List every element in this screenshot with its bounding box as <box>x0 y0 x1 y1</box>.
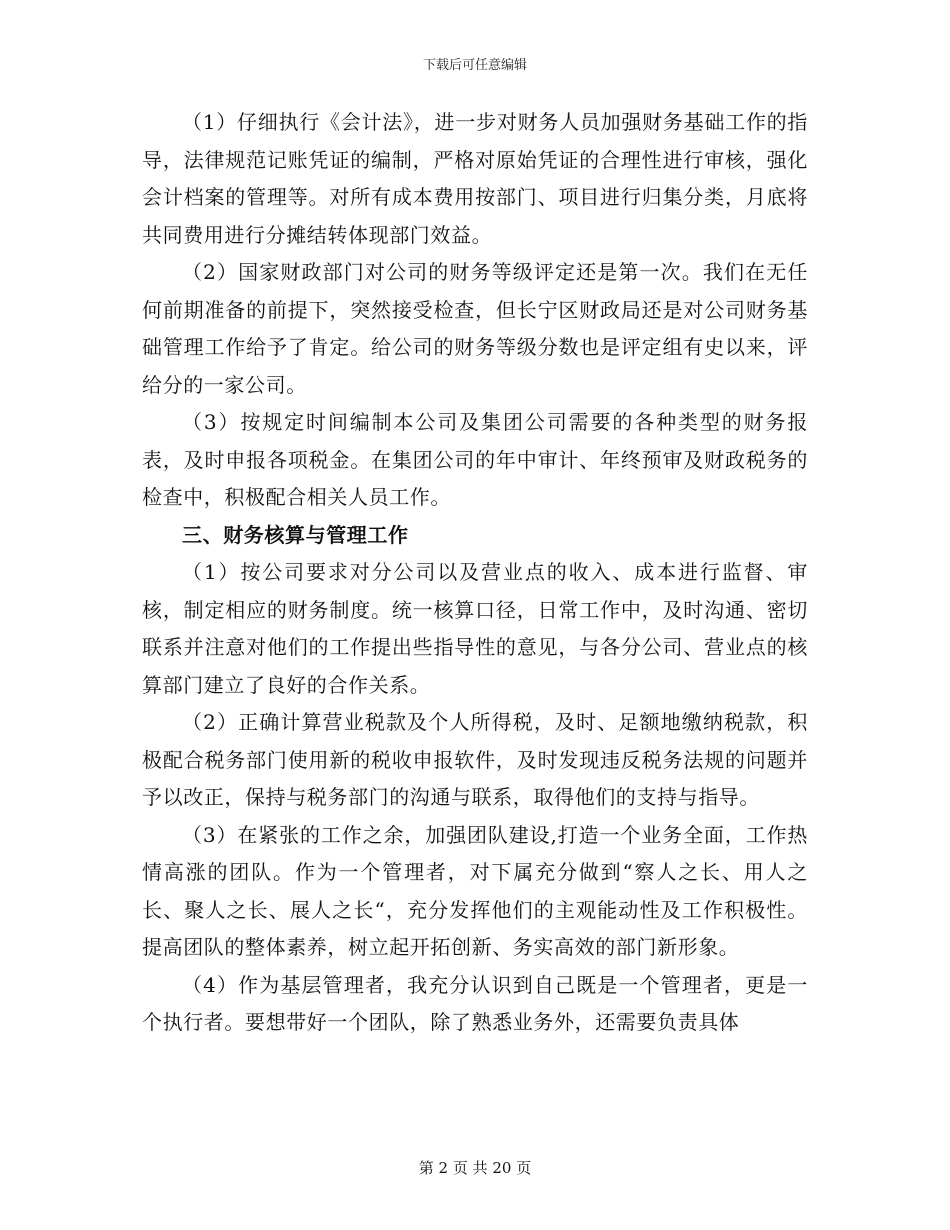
paragraph-financial-reports: （3）按规定时间编制本公司及集团公司需要的各种类型的财务报表，及时申报各项税金。在集团公司的年中审计、年终预审及财政税务的检查中，积极配合相关人员工作。 <box>142 410 808 509</box>
document-body <box>142 104 808 1042</box>
paragraph-tax-payment: （2）正确计算营业税款及个人所得税，及时、足额地缴纳税款，积极配合税务部门使用新的税收申报软件，及时发现违反税务法规的问题并予以改正，保持与税务部门的沟通与联系，取得他们的支持与指导。 <box>142 710 808 809</box>
paragraph-manager-role: （4）作为基层管理者，我充分认识到自己既是一个管理者，更是一个执行者。要想带好一个团队，除了熟悉业务外，还需要负责具体 <box>142 972 808 1034</box>
section-heading: 三、财务核算与管理工作 <box>182 522 409 547</box>
page-header-note: 下载后可任意编辑 <box>422 58 527 73</box>
paragraph-branch-supervision: （1）按公司要求对分公司以及营业点的收入、成本进行监督、审核，制定相应的财务制度。统一核算口径，日常工作中，及时沟通、密切联系并注意对他们的工作提出些指导性的意见，与各分公司、营业点的核算部门建立了良好的合作关系。 <box>142 560 808 697</box>
paragraph-accounting-law: （1）仔细执行《会计法》，进一步对财务人员加强财务基础工作的指导，法律规范记账凭证的编制，严格对原始凭证的合理性进行审核，强化会计档案的管理等。对所有成本费用按部门、项目进行归集分类，月底将共同费用进行分摊结转体现部门效益。 <box>142 110 808 247</box>
paragraph-team-building: （3）在紧张的工作之余，加强团队建设,打造一个业务全面，工作热情高涨的团队。作为一个管理者，对下属充分做到“察人之长、用人之长、聚人之长、展人之长“，充分发挥他们的主观能动性及工作积极性。提高团队的整体素养，树立起开拓创新、务实高效的部门新形象。 <box>142 822 808 959</box>
paragraph-financial-rating: （2）国家财政部门对公司的财务等级评定还是第一次。我们在无任何前期准备的前提下，突然接受检查，但长宁区财政局还是对公司财务基础管理工作给予了肯定。给公司的财务等级分数也是评定组有史以来，评给分的一家公司。 <box>142 260 808 397</box>
page-number: 第 2 页 共 20 页 <box>418 1159 532 1177</box>
